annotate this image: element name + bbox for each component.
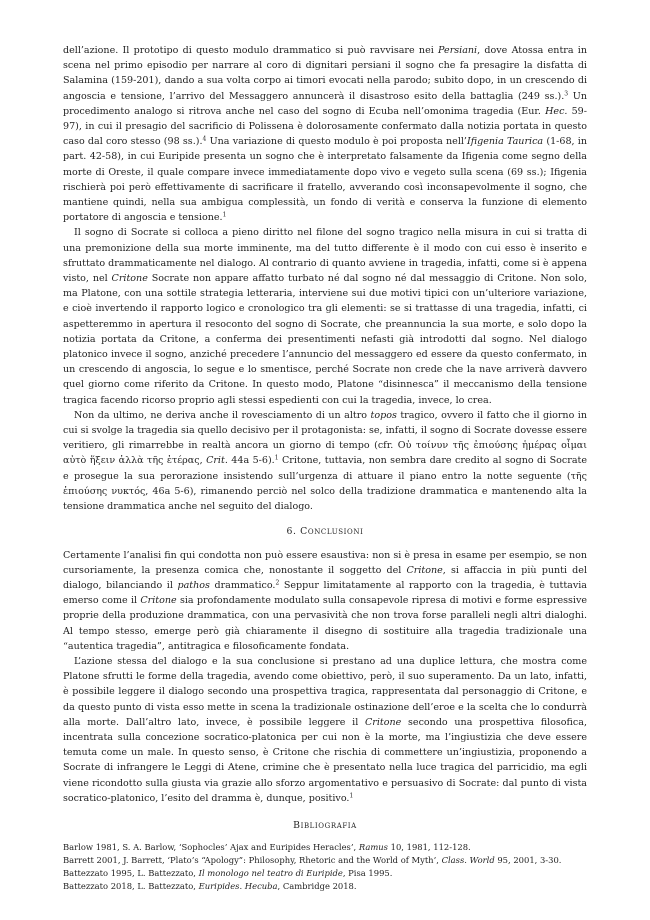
bibliography-entry: Barrett 2001, J. Barrett, ‘Plato’s “Apology”: Philosophy, Rhetoric and the World of Myth’, Class. World 95, 2001, 3-30.: [63, 855, 562, 866]
section-heading: 6. Conclusioni: [286, 526, 364, 538]
italic-run: Ifigenia Taurica: [466, 136, 544, 148]
italic-run: pathos: [177, 579, 210, 591]
footnote-marker: 3: [564, 90, 569, 98]
bibliography-entry: Battezzato 2018, L. Battezzato, Euripides. Hecuba, Cambridge 2018.: [63, 881, 357, 892]
footnote-marker: 4: [202, 135, 207, 143]
footnote-marker: 1: [274, 454, 279, 462]
italic-run: Hec.: [545, 105, 568, 117]
conclusion-paragraph: L’azione stessa del dialogo e la sua conclusione si prestano ad una duplice lettura, che mostra come Platone sfrutti le forme della tragedia, avendo come obiettivo, però, il suo superamento. Da un lato, infatti, è possibile leggere il dialogo secondo una prospettiva tragica, rappresentata dal personaggio di Critone, e da questo punto di vista esso mette in scena la tradizionale ostinazione dell’eroe e la scelta che lo condurrà alla morte. Dall’altro lato, invece, è possibile leggere il Critone secondo una prospettiva filosofica, incentrata sulla concezione socratico-platonica per cui non è la morte, ma l’ingiustizia che deve essere temuta come un male. In questo senso, è Critone che rischia di commettere un’ingiustizia, proponendo a Socrate di infrangere le Leggi di Atene, crimine che è presentato nella luce tragica del parricidio, ma egli viene ricondotto sulla giusta via grazie allo sforzo argomentativo e persuasivo di Socrate: dal punto di vista socratico-platonico, l’esito del dramma è, dunque, positivo.$^1$: [63, 655, 587, 804]
footnote-marker: 1: [349, 792, 354, 800]
footnote-marker: 1: [222, 211, 227, 219]
italic-run: Critone: [406, 564, 443, 576]
footnote-marker: 2: [275, 579, 280, 587]
italic-run: topos: [370, 409, 397, 421]
bibliography-heading: Bibliografia: [293, 819, 357, 831]
body-paragraph: dell’azione. Il prototipo di questo modulo drammatico si può ravvisare nei Persiani, dove Atossa entra in scena nel primo episodio per narrare al coro di dignitari persiani il sogno che fa presagire la disfatta di Salamina (159-201), dando a sua volta corpo ai timori evocati nella parodo; subito dopo, in un crescendo di angoscia e tensione, l’arrivo del Messaggero annuncerà il disastroso esito della battaglia (249 ss.).$^3$ Un procedimento analogo si ritrova anche nel caso del sogno di Ecuba nell’omonima tragedia (Eur. Hec. 59-97), in cui il presagio del sacrificio di Polissena è dolorosamente confermato dalla notizia portata in questo caso dal coro stesso (98 ss.).$^4$ Una variazione di questo modulo è poi proposta nell’Ifigenia Taurica (1-68, in part. 42-58), in cui Euripide presenta un sogno che è interpretato falsamente da Ifigenia come segno della morte di Oreste, il quale compare invece immediatamente dopo vivo e vegeto sulla scena (69 ss.); Ifigenia rischierà poi però effettivamente di sacrificare il fratello, avverando così inconsapevolmente il sogno, che mantiene quindi, nella sua ambigua complessità, un fondo di verità e conserva la funzione di elemento portatore di angoscia e tensione.$^1$: [63, 45, 588, 224]
italic-run: Persiani: [438, 45, 478, 56]
bibliography-entry: Barlow 1981, S. A. Barlow, ‘Sophocles’ Ajax and Euripides Heracles’, Ramus 10, 1981, 112-128.: [63, 842, 471, 853]
italic-run: Euripides. Hecuba: [198, 881, 278, 892]
italic-run: Critone: [365, 716, 402, 728]
body-paragraph: Il sogno di Socrate si colloca a pieno diritto nel filone del sogno tragico nella misura in cui si tratta di una premonizione della sua morte imminente, ma del tutto differente è il modo con cui esso è inserito e sfruttato drammaticamente nel dialogo. Al contrario di quanto avviene in tragedia, infatti, come si è appena visto, nel Critone Socrate non appare affatto turbato né dal sogno né dal messaggio di Critone. Non solo, ma Platone, con una sottile strategia letteraria, interviene sui due motivi tipici con un’ulteriore variazione, e cioè invertendo il rapporto logico e cronologico tra gli elementi: se si trattasse di una tragedia, infatti, ci aspetteremmo in apertura il resoconto del sogno di Socrate, che preannuncia la sua morte, e solo dopo la notizia portata da Critone, a conferma dei presentimenti nefasti già introdotti dal sogno. Nel dialogo platonico invece il sogno, anziché precedere l’annuncio del messaggero ed essere da questo confermato, in un crescendo di angoscia, lo segue e lo smentisce, perché Socrate non crede che la nave arriverà davvero quel giorno come riferito da Critone. In questo modo, Platone “disinnesca” il meccanismo della tensione tragica facendo ricorso proprio agli stessi espedienti con cui la tragedia, invece, lo crea.: [63, 227, 587, 406]
italic-run: Il monologo nel teatro di Euripide: [198, 868, 343, 879]
body-paragraph: Non da ultimo, ne deriva anche il rovesciamento di un altro topos tragico, ovvero il fatto che il giorno in cui si svolge la tragedia sia quello decisivo per il protagonista: se, infatti, il sogno di Socrate dovesse essere veritiero, gli rimarrebbe in realtà ancora un giorno di tempo (cfr. Οὐ τοίνυν τῆς ἐπιούσης ἡμέρας οἶμαι αὐτὸ ἥξειν ἀλλὰ τῆς ἑτέρας, Crit. 44a 5-6).$^1$ Critone, tuttavia, non sembra dare credito al sogno di Socrate e prosegue la sua perorazione insistendo sull’urgenza di attuare il piano entro la notte seguente (τῆς ἐπιούσης νυκτός, 46a 5-6), rimanendo perciò nel solco della tradizione drammatica e mantenendo alta la tensione drammatica anche nel seguito del dialogo.: [63, 409, 587, 513]
italic-run: Critone: [140, 595, 177, 607]
italic-run: Ramus: [358, 842, 388, 853]
italic-run: Crit.: [206, 455, 228, 467]
italic-run: Class. World: [441, 855, 495, 866]
page: [63, 43, 587, 893]
italic-run: Critone: [111, 273, 148, 285]
bibliography-entry: Battezzato 1995, L. Battezzato, Il monologo nel teatro di Euripide, Pisa 1995.: [63, 868, 393, 879]
conclusion-paragraph: Certamente l’analisi fin qui condotta non può essere esaustiva: non si è presa in esame per esempio, se non cursoriamente, la presenza comica che, nonostante il soggetto del Critone, si affaccia in più punti del dialogo, bilanciando il pathos drammatico.$^2$ Seppur limitatamente al rapporto con la tragedia, è tuttavia emerso come il Critone sia profondamente modulato sulla consapevole ripresa di motivi e forme espressive proprie della produzione drammatica, con una pervasività che non trova forse paralleli negli altri dialoghi. Al tempo stesso, emerge però già chiaramente il disegno di sostituire alla tragedia tradizionale una “autentica tragedia”, antitragica e filosoficamente fondata.: [63, 549, 588, 652]
bibliography-list: [63, 841, 587, 893]
